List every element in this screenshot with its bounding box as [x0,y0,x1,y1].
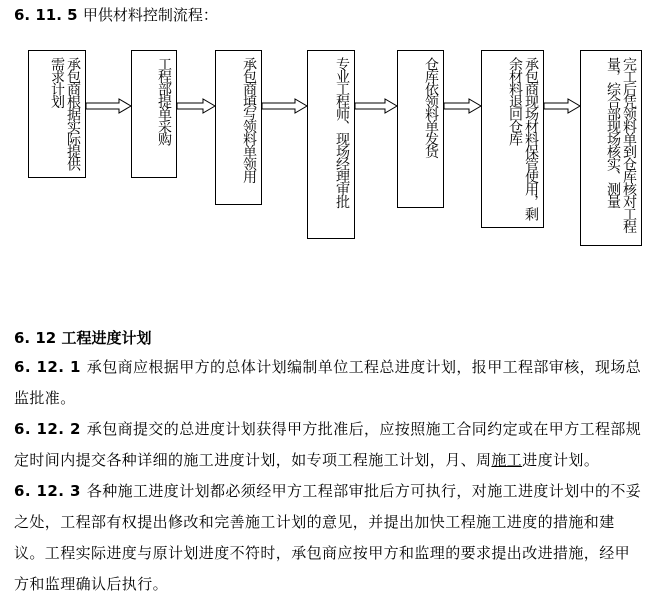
flow-arrow-6 [544,98,581,114]
flow-step-7 [580,50,642,246]
paragraph-number: 6. 12. 3 [14,482,81,500]
paragraph-6-12-2 [14,414,642,476]
flow-step-text: 仓库依领料单发货 [423,57,439,157]
paragraph-text: 各种施工进度计划都必须经甲方工程部审批后方可执行，对施工进度计划中的不妥之处，工程部有权提出修改和完善施工计划的意见，并提出加快工程施工进度的措施和建议。工程实际进度与原计划进度不符时，承包商应按甲方和监理的要求提出改进措施，经甲方和监理确认后执行。 [14,482,642,593]
paragraph-number: 6. 12. 2 [14,420,81,438]
flow-step-text: 完工后凭领料单到仓库核对工程量，综合部现场核实、测量 [605,57,637,232]
flow-arrow-3 [262,98,308,114]
flow-step-1 [28,50,86,178]
flow-step-6 [481,50,544,228]
paragraph-number: 6. 12. 1 [14,358,81,376]
section-number: 6. 11. 5 [14,6,78,24]
section-heading-6-11-5 [14,4,218,25]
paragraph-text-end: 进度计划。 [522,451,600,469]
paragraph-6-12-1 [14,352,642,414]
section-title: 甲供材料控制流程： [82,6,218,24]
flow-arrow-5 [444,98,482,114]
flow-step-text: 承包商根据实际提供需求计划 [49,57,81,170]
flow-step-3 [215,50,262,205]
paragraph-text-underlined: 施工 [491,451,523,469]
flow-step-text: 承包商现场材料保管使用，剩余材料退回仓库 [507,57,539,220]
flow-arrow-2 [177,98,216,114]
flow-step-5 [397,50,444,208]
flow-arrow-1 [86,98,132,114]
section-title: 工程进度计划 [61,329,152,347]
flow-step-text: 专业工程师、现场经理审批 [334,57,350,207]
flow-arrow-4 [355,98,398,114]
paragraph-6-12-3 [14,476,642,600]
flow-step-4 [307,50,355,239]
paragraph-text: 承包商应根据甲方的总体计划编制单位工程总进度计划，报甲工程部审核，现场总监批准。 [14,358,642,407]
flow-step-text: 承包商填写领料单领用 [241,57,257,182]
flow-step-text: 工程部提单采购 [156,57,172,145]
section-number: 6. 12 [14,329,57,347]
section-heading-6-12 [14,327,151,348]
paragraph-text: 承包商提交的总进度计划获得甲方批准后，应按照施工合同约定或在甲方工程部规定时间内提交各种详细的施工进度计划，如专项工程施工计划，月、周 [14,420,642,469]
flow-step-2 [131,50,177,178]
